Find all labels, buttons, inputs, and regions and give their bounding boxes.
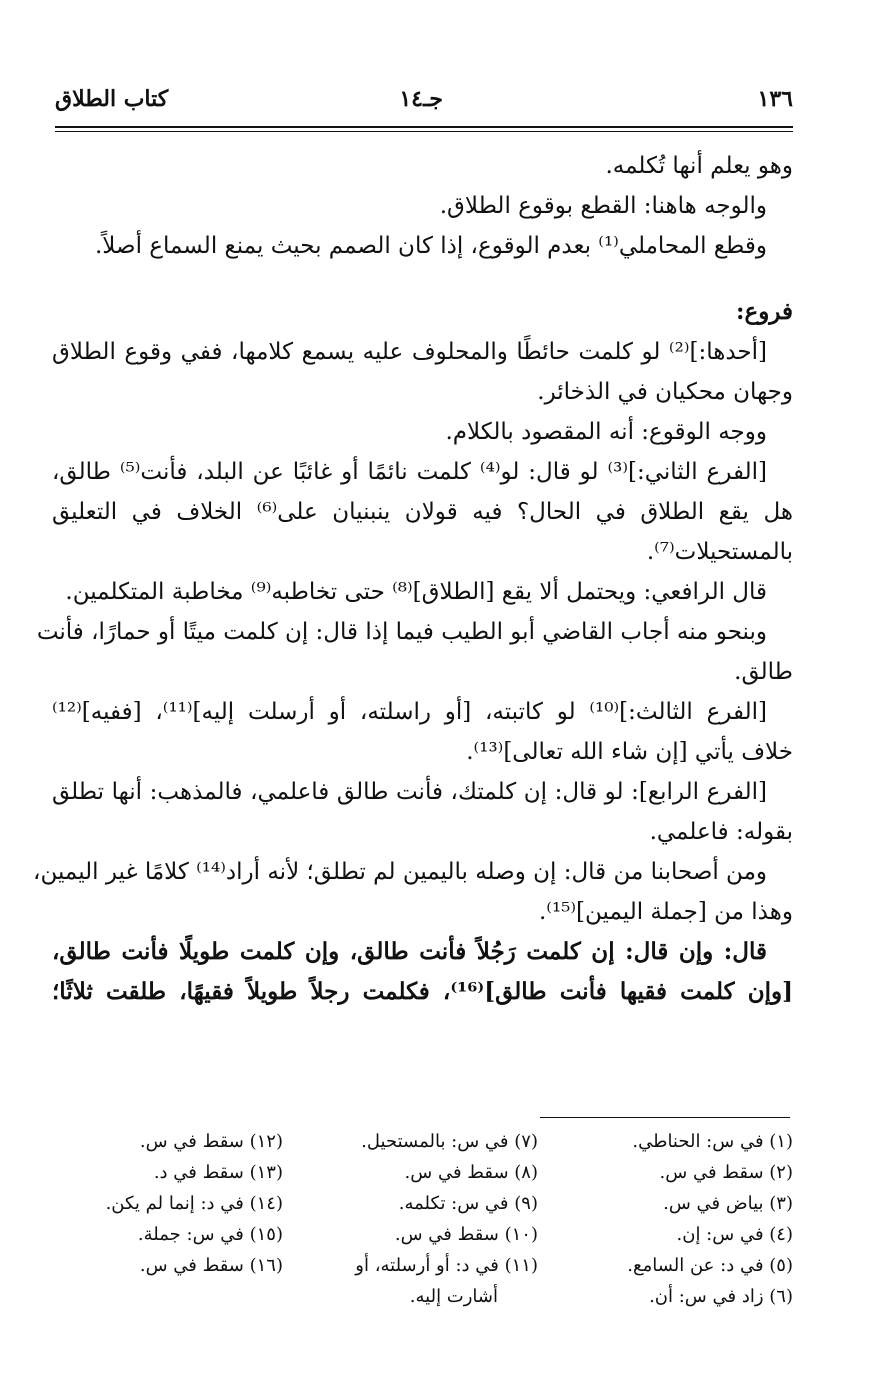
main-text bbox=[33, 146, 793, 1012]
text-line: ووجه الوقوع: أنه المقصود بالكلام. bbox=[445, 419, 767, 445]
text-line: وهذا من [جملة اليمين]⁽¹⁵⁾. bbox=[538, 899, 793, 925]
text-line: وبنحو منه أجاب القاضي أبو الطيب فيما إذا قال: إن كلمت ميتًا أو حمارًا، فأنت bbox=[36, 619, 767, 645]
text-line: ومن أصحابنا من قال: إن وصله باليمين لم تطلق؛ لأنه أراد⁽¹⁴⁾ كلامًا غير اليمين، bbox=[33, 859, 767, 885]
text-line: وهو يعلم أنها تُكلمه. bbox=[605, 153, 793, 179]
text-line: هل يقع الطلاق في الحال؟ فيه قولان ينبنيان على⁽⁶⁾ الخلاف في التعليق bbox=[52, 499, 793, 525]
section-gap bbox=[52, 266, 793, 292]
volume-label: جـ١٤ bbox=[399, 86, 443, 112]
text-line: بقوله: فاعلمي. bbox=[649, 819, 793, 845]
text-line: قال الرافعي: ويحتمل ألا يقع [الطلاق]⁽⁸⁾ حتى تخاطبه⁽⁹⁾ مخاطبة المتكلمين. bbox=[65, 579, 767, 605]
header-rule-thick bbox=[55, 126, 793, 128]
book-title: كتاب الطلاق bbox=[55, 86, 169, 112]
footnote-item: (٦) زاد في س: أن. bbox=[649, 1286, 793, 1307]
footnote-item: (١٢) سقط في س. bbox=[139, 1131, 283, 1152]
text-line: [أحدها:]⁽²⁾ لو كلمت حائطًا والمحلوف عليه يسمع كلامها، ففي وقوع الطلاق bbox=[52, 339, 767, 365]
footnote-item: (١١) في د: أو أرسلته، أو bbox=[355, 1255, 538, 1276]
text-line: [الفرع الثالث:]⁽¹⁰⁾ لو كاتبته، [أو راسلته، أو أرسلت إليه]⁽¹¹⁾، [ففيه]⁽¹²⁾ bbox=[52, 699, 767, 725]
matn-line: قال: وإن قال: إن كلمت رَجُلاً فأنت طالق، وإن كلمت طويلًا فأنت طالق، bbox=[52, 938, 767, 965]
footnote-item: (٣) بياض في س. bbox=[663, 1193, 793, 1214]
section-heading: فروع: bbox=[735, 298, 793, 325]
footnote-item: (١٥) في س: جملة. bbox=[137, 1224, 283, 1245]
footnote-item: أشارت إليه. bbox=[409, 1286, 498, 1307]
footnote-item: (٨) سقط في س. bbox=[404, 1162, 538, 1183]
footnote-item: (٢) سقط في س. bbox=[659, 1162, 793, 1183]
text-line: خلاف يأتي [إن شاء الله تعالى]⁽¹³⁾. bbox=[466, 739, 793, 765]
text-line: [الفرع الثاني:]⁽³⁾ لو قال: لو⁽⁴⁾ كلمت نائمًا أو غائبًا عن البلد، فأنت⁽⁵⁾ طالق، bbox=[52, 459, 767, 485]
text-line: وقطع المحاملي⁽¹⁾ بعدم الوقوع، إذا كان الصمم بحيث يمنع السماع أصلاً. bbox=[95, 233, 767, 259]
header-rule-thin bbox=[55, 131, 793, 132]
text-line: طالق. bbox=[734, 659, 793, 685]
page-number: ١٣٦ bbox=[757, 86, 793, 112]
footnote-item: (١) في س: الحناطي. bbox=[632, 1131, 793, 1152]
text-line: بالمستحيلات⁽⁷⁾. bbox=[646, 539, 793, 565]
footnote-item: (١٣) سقط في د. bbox=[153, 1162, 283, 1183]
footnote-column-3 bbox=[33, 1126, 283, 1281]
footnote-column-1 bbox=[543, 1126, 793, 1312]
footnote-item: (٩) في س: تكلمه. bbox=[398, 1193, 538, 1214]
footnote-column-2 bbox=[288, 1126, 538, 1312]
footnote-item: (٥) في د: عن السامع. bbox=[627, 1255, 793, 1276]
footnote-item: (١٠) سقط في س. bbox=[394, 1224, 538, 1245]
text-line: وجهان محكيان في الذخائر. bbox=[537, 379, 793, 405]
footnote-separator bbox=[540, 1117, 790, 1118]
text-line: [الفرع الرابع]: لو قال: إن كلمتك، فأنت طالق فاعلمي، فالمذهب: أنها تطلق bbox=[52, 779, 767, 805]
footnote-item: (١٦) سقط في س. bbox=[139, 1255, 283, 1276]
page-header bbox=[55, 86, 793, 120]
footnote-item: (٤) في س: إن. bbox=[676, 1224, 793, 1245]
footnote-item: (٧) في س: بالمستحيل. bbox=[361, 1131, 538, 1152]
text-line: والوجه هاهنا: القطع بوقوع الطلاق. bbox=[439, 193, 767, 219]
matn-line: [وإن كلمت فقيها فأنت طالق]⁽¹⁶⁾، فكلمت رجلاً طويلاً فقيهًا، طلقت ثلاثًا؛ bbox=[52, 978, 793, 1005]
footnote-item: (١٤) في د: إنما لم يكن. bbox=[105, 1193, 283, 1214]
